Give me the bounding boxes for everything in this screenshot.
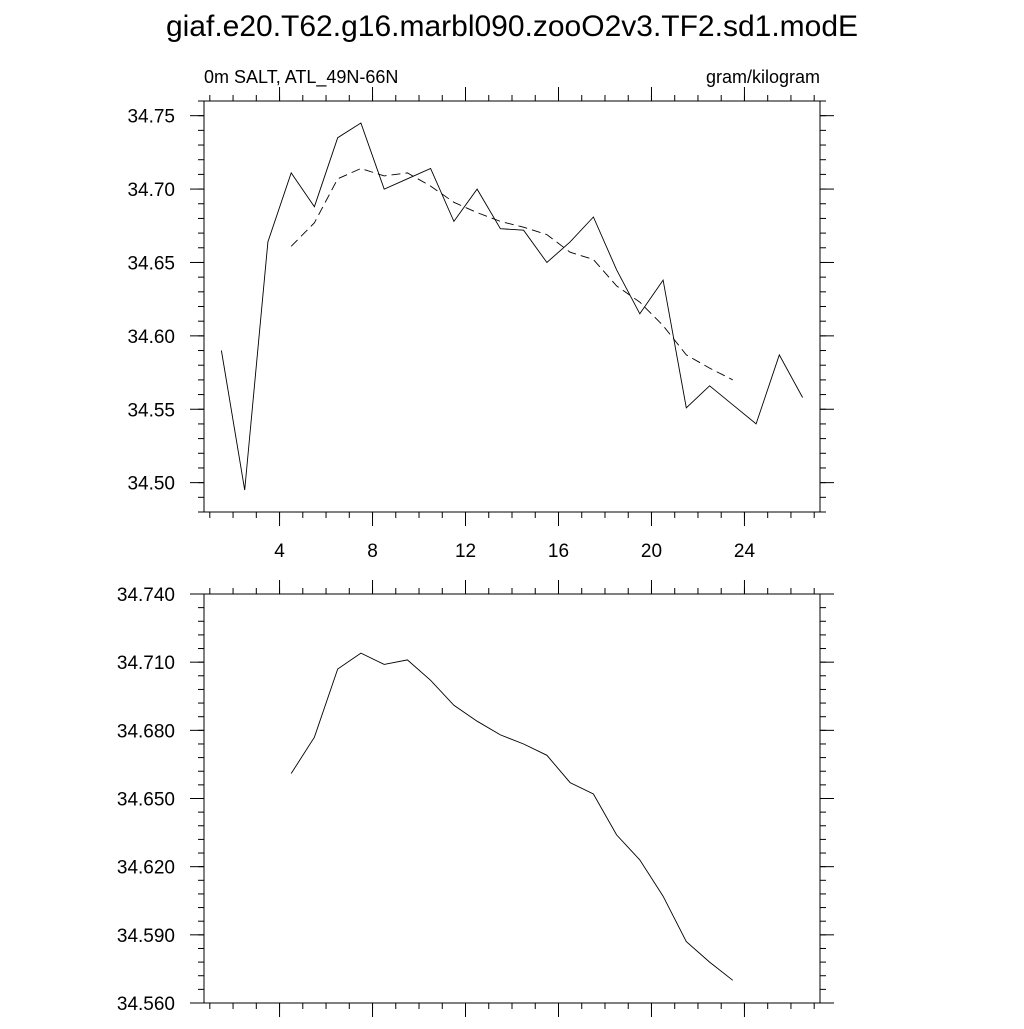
- chart-title: giaf.e20.T62.g16.marbl090.zooO2v3.TF2.sd1.modE: [165, 10, 859, 43]
- y-tick-label: 34.60: [127, 326, 175, 348]
- y-tick-label: 34.650: [116, 789, 175, 811]
- x-tick-label: 12: [454, 541, 477, 562]
- plot-frame: [204, 101, 820, 512]
- series-line-1-solid: [221, 123, 802, 490]
- y-tick-label: 34.620: [116, 857, 175, 879]
- y-tick-label: 34.710: [116, 653, 175, 675]
- y-tick-label: 34.75: [127, 106, 175, 128]
- y-tick-label: 34.65: [127, 253, 175, 275]
- series-line-2-dashed: [291, 169, 733, 380]
- y-tick-label: 34.740: [116, 585, 175, 606]
- panel-1: [127, 87, 834, 562]
- top-panel-units-label: gram/kilogram: [705, 67, 820, 87]
- y-tick-label: 34.590: [116, 925, 175, 947]
- series-line-1-solid: [291, 653, 733, 980]
- y-tick-label: 34.55: [127, 400, 175, 422]
- y-tick-label: 34.70: [127, 180, 175, 202]
- x-tick-label: 16: [547, 541, 570, 562]
- x-tick-label: 4: [274, 541, 285, 562]
- top-panel-left-label: 0m SALT, ATL_49N-66N: [204, 67, 399, 87]
- x-tick-label: 20: [640, 541, 663, 562]
- x-tick-label: 8: [367, 541, 378, 562]
- plot-frame: [204, 594, 820, 1003]
- y-tick-label: 34.680: [116, 721, 175, 743]
- y-tick-label: 34.50: [127, 473, 175, 495]
- chart-panels: [117, 87, 834, 1017]
- y-tick-label: 34.560: [116, 994, 175, 1015]
- panel-2: [117, 580, 834, 1017]
- x-tick-label: 24: [733, 541, 756, 562]
